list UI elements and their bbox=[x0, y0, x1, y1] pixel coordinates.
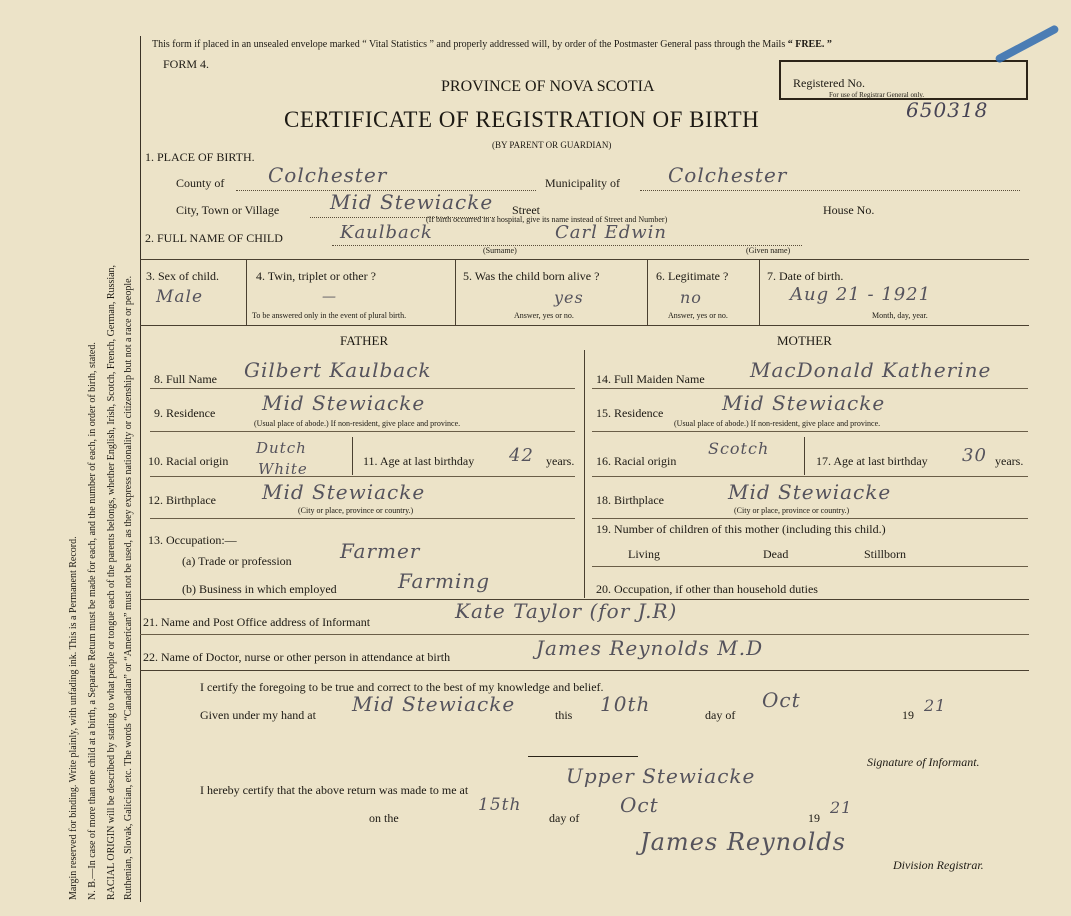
margin-border bbox=[140, 36, 141, 902]
row-rule-4 bbox=[140, 670, 1029, 671]
father-trade-label: (a) Trade or profession bbox=[182, 554, 292, 568]
mother-dead-label: Dead bbox=[763, 547, 789, 561]
twin-value: — bbox=[322, 289, 337, 305]
hereby-text: I hereby certify that the above return was made to me at bbox=[200, 783, 469, 797]
city-value: Mid Stewiacke bbox=[330, 190, 494, 214]
col-rule-3 bbox=[647, 259, 648, 325]
mother-racial-value: Scotch bbox=[708, 439, 770, 458]
this-label: this bbox=[555, 708, 573, 722]
mother-birthplace-note: (City or place, province or country.) bbox=[734, 506, 850, 515]
legitimate-value: no bbox=[680, 288, 702, 307]
registered-box bbox=[779, 60, 1028, 100]
father-residence-value: Mid Stewiacke bbox=[262, 391, 426, 415]
registrar-day-of-label: day of bbox=[549, 811, 580, 825]
legitimate-note: Answer, yes or no. bbox=[668, 311, 728, 320]
registered-sub: For use of Registrar General only. bbox=[829, 91, 925, 99]
given-year-suffix: 21 bbox=[924, 696, 947, 715]
informant-value: Kate Taylor (for J.R) bbox=[455, 599, 678, 623]
municipality-value: Colchester bbox=[668, 163, 788, 187]
alive-label: 5. Was the child born alive ? bbox=[463, 269, 600, 283]
father-racial-value-2: White bbox=[258, 460, 308, 478]
col-rule-1 bbox=[246, 259, 247, 325]
dob-note: Month, day, year. bbox=[872, 311, 928, 320]
hospital-note: (If birth occurred in a hospital, give its name instead of Street and Number) bbox=[426, 215, 668, 224]
division-registrar: Division Registrar. bbox=[893, 858, 984, 872]
father-heading: FATHER bbox=[340, 333, 389, 348]
given-month: Oct bbox=[762, 688, 801, 712]
mother-name-label: 14. Full Maiden Name bbox=[596, 372, 705, 386]
sex-label: 3. Sex of child. bbox=[146, 269, 219, 283]
father-racial-line bbox=[150, 476, 575, 477]
father-residence-note: (Usual place of abode.) If non-resident, give place and province. bbox=[254, 419, 461, 428]
row-rule-1 bbox=[140, 259, 1029, 260]
informant-label: 21. Name and Post Office address of Informant bbox=[143, 615, 371, 629]
mother-birthplace-line bbox=[592, 518, 1028, 519]
given-caption: (Given name) bbox=[746, 246, 791, 255]
mother-age-unit: years. bbox=[995, 454, 1024, 468]
registered-number: 650318 bbox=[906, 98, 989, 122]
mother-residence-note: (Usual place of abode.) If non-resident, give place and province. bbox=[674, 419, 881, 428]
margin-note-1: Margin reserved for binding. Write plainly, with unfading ink. This is a Permanent Record. bbox=[68, 536, 79, 900]
mother-racial-divider bbox=[804, 437, 805, 475]
mother-racial-label: 16. Racial origin bbox=[596, 454, 677, 468]
father-birthplace-value: Mid Stewiacke bbox=[262, 480, 426, 504]
father-birthplace-label: 12. Birthplace bbox=[148, 493, 216, 507]
father-racial-divider bbox=[352, 437, 353, 475]
father-name-line bbox=[150, 388, 575, 389]
father-name-value: Gilbert Kaulback bbox=[244, 358, 432, 382]
mail-notice bbox=[152, 40, 832, 50]
registrar-day: 15th bbox=[478, 795, 522, 815]
child-surname: Kaulback bbox=[340, 222, 433, 243]
mother-stillborn-label: Stillborn bbox=[864, 547, 907, 561]
father-residence-label: 9. Residence bbox=[154, 406, 216, 420]
parents-divider bbox=[584, 350, 585, 598]
father-name-label: 8. Full Name bbox=[154, 372, 217, 386]
dob-value: Aug 21 - 1921 bbox=[790, 284, 932, 305]
mother-age-value: 30 bbox=[962, 445, 987, 466]
col-rule-4 bbox=[759, 259, 760, 325]
blue-pencil-mark bbox=[994, 24, 1060, 64]
father-birthplace-note: (City or place, province or country.) bbox=[298, 506, 414, 515]
given-place: Mid Stewiacke bbox=[352, 692, 516, 716]
dob-label: 7. Date of birth. bbox=[767, 269, 844, 283]
municipality-line bbox=[640, 190, 1020, 191]
registrar-place: Upper Stewiacke bbox=[566, 764, 756, 788]
registered-label: Registered No. bbox=[793, 76, 865, 90]
father-racial-value: Dutch bbox=[256, 439, 307, 457]
father-age-label: 11. Age at last birthday bbox=[363, 454, 475, 468]
alive-note: Answer, yes or no. bbox=[514, 311, 574, 320]
mother-children-label: 19. Number of children of this mother (including this child.) bbox=[596, 522, 886, 536]
signature-informant: Signature of Informant. bbox=[867, 755, 980, 769]
page-subtitle: (BY PARENT OR GUARDIAN) bbox=[492, 140, 612, 150]
municipality-label: Municipality of bbox=[545, 176, 620, 190]
registrar-year-prefix: 19 bbox=[808, 811, 820, 825]
col-rule-2 bbox=[455, 259, 456, 325]
row-rule-2 bbox=[140, 325, 1029, 326]
day-of-label: day of bbox=[705, 708, 736, 722]
mail-notice-text: This form if placed in an unsealed envelope marked “ Vital Statistics ” and properly addressed will, by order of the Postmaster General pass through the Mails bbox=[152, 39, 786, 50]
child-name-label: 2. FULL NAME OF CHILD bbox=[145, 231, 283, 245]
on-the-label: on the bbox=[369, 811, 399, 825]
doctor-value: James Reynolds M.D bbox=[536, 636, 764, 660]
margin-notes bbox=[60, 15, 145, 905]
mother-living-label: Living bbox=[628, 547, 660, 561]
registrar-year-suffix: 21 bbox=[830, 798, 853, 817]
informant-line bbox=[140, 634, 1029, 635]
mother-birthplace-label: 18. Birthplace bbox=[596, 493, 664, 507]
street-label: Street bbox=[512, 203, 540, 217]
father-age-unit: years. bbox=[546, 454, 575, 468]
certify-text: I certify the foregoing to be true and correct to the best of my knowledge and belief. bbox=[200, 680, 604, 694]
county-value: Colchester bbox=[268, 163, 388, 187]
father-racial-label: 10. Racial origin bbox=[148, 454, 229, 468]
alive-value: yes bbox=[554, 288, 584, 307]
mother-racial-line bbox=[592, 476, 1028, 477]
given-year-prefix: 19 bbox=[902, 708, 914, 722]
twin-note: To be answered only in the event of plural birth. bbox=[252, 311, 407, 320]
county-label: County of bbox=[176, 176, 225, 190]
mother-age-label: 17. Age at last birthday bbox=[816, 454, 928, 468]
registrar-signature: James Reynolds bbox=[640, 828, 846, 856]
given-label: Given under my hand at bbox=[200, 708, 316, 722]
given-day: 10th bbox=[600, 692, 651, 716]
margin-note-3: RACIAL ORIGIN will be described by stating to what people or tongue each of the parents belongs, whether English, Irish, Scotch, French, German, Russian, bbox=[106, 264, 117, 900]
father-trade-value: Farmer bbox=[340, 539, 421, 563]
registrar-month: Oct bbox=[620, 793, 659, 817]
mother-residence-line bbox=[592, 431, 1028, 432]
city-label: City, Town or Village bbox=[176, 203, 280, 217]
father-residence-line bbox=[150, 431, 575, 432]
father-birthplace-line bbox=[150, 518, 575, 519]
child-given-name: Carl Edwin bbox=[555, 222, 668, 243]
mother-residence-label: 15. Residence bbox=[596, 406, 664, 420]
father-age-value: 42 bbox=[509, 445, 534, 466]
house-label: House No. bbox=[823, 203, 875, 217]
legitimate-label: 6. Legitimate ? bbox=[656, 269, 729, 283]
province-heading: PROVINCE OF NOVA SCOTIA bbox=[441, 78, 655, 95]
mother-occupation-label: 20. Occupation, if other than household duties bbox=[596, 582, 818, 596]
margin-note-4: Ruthenian, Slovak, Galician, etc. The words “Canadian” or “American” must not be used, as they express nationality or citizenship but not a race or people. bbox=[123, 275, 134, 900]
margin-note-2: N. B.—In case of more than one child at a birth, a Separate Return must be made for each, and the number of each, in order of birth, stated. bbox=[87, 342, 98, 900]
father-occupation-label: 13. Occupation:— bbox=[148, 533, 237, 547]
twin-label: 4. Twin, triplet or other ? bbox=[256, 269, 376, 283]
mother-name-line bbox=[592, 388, 1028, 389]
mother-name-value: MacDonald Katherine bbox=[750, 358, 992, 382]
mother-heading: MOTHER bbox=[777, 333, 832, 348]
page-title: CERTIFICATE OF REGISTRATION OF BIRTH bbox=[284, 107, 760, 132]
mother-residence-value: Mid Stewiacke bbox=[722, 391, 886, 415]
mail-notice-free: “ FREE. ” bbox=[787, 39, 832, 50]
father-business-label: (b) Business in which employed bbox=[182, 582, 337, 596]
surname-caption: (Surname) bbox=[483, 246, 517, 255]
child-name-line bbox=[332, 245, 802, 246]
sex-value: Male bbox=[156, 287, 204, 307]
informant-signature-line bbox=[528, 756, 638, 757]
form-number: FORM 4. bbox=[163, 57, 210, 71]
doctor-label: 22. Name of Doctor, nurse or other person in attendance at birth bbox=[143, 650, 451, 664]
place-of-birth-label: 1. PLACE OF BIRTH. bbox=[145, 150, 255, 164]
mother-birthplace-value: Mid Stewiacke bbox=[728, 480, 892, 504]
father-business-value: Farming bbox=[398, 569, 491, 593]
mother-children-line bbox=[592, 566, 1028, 567]
